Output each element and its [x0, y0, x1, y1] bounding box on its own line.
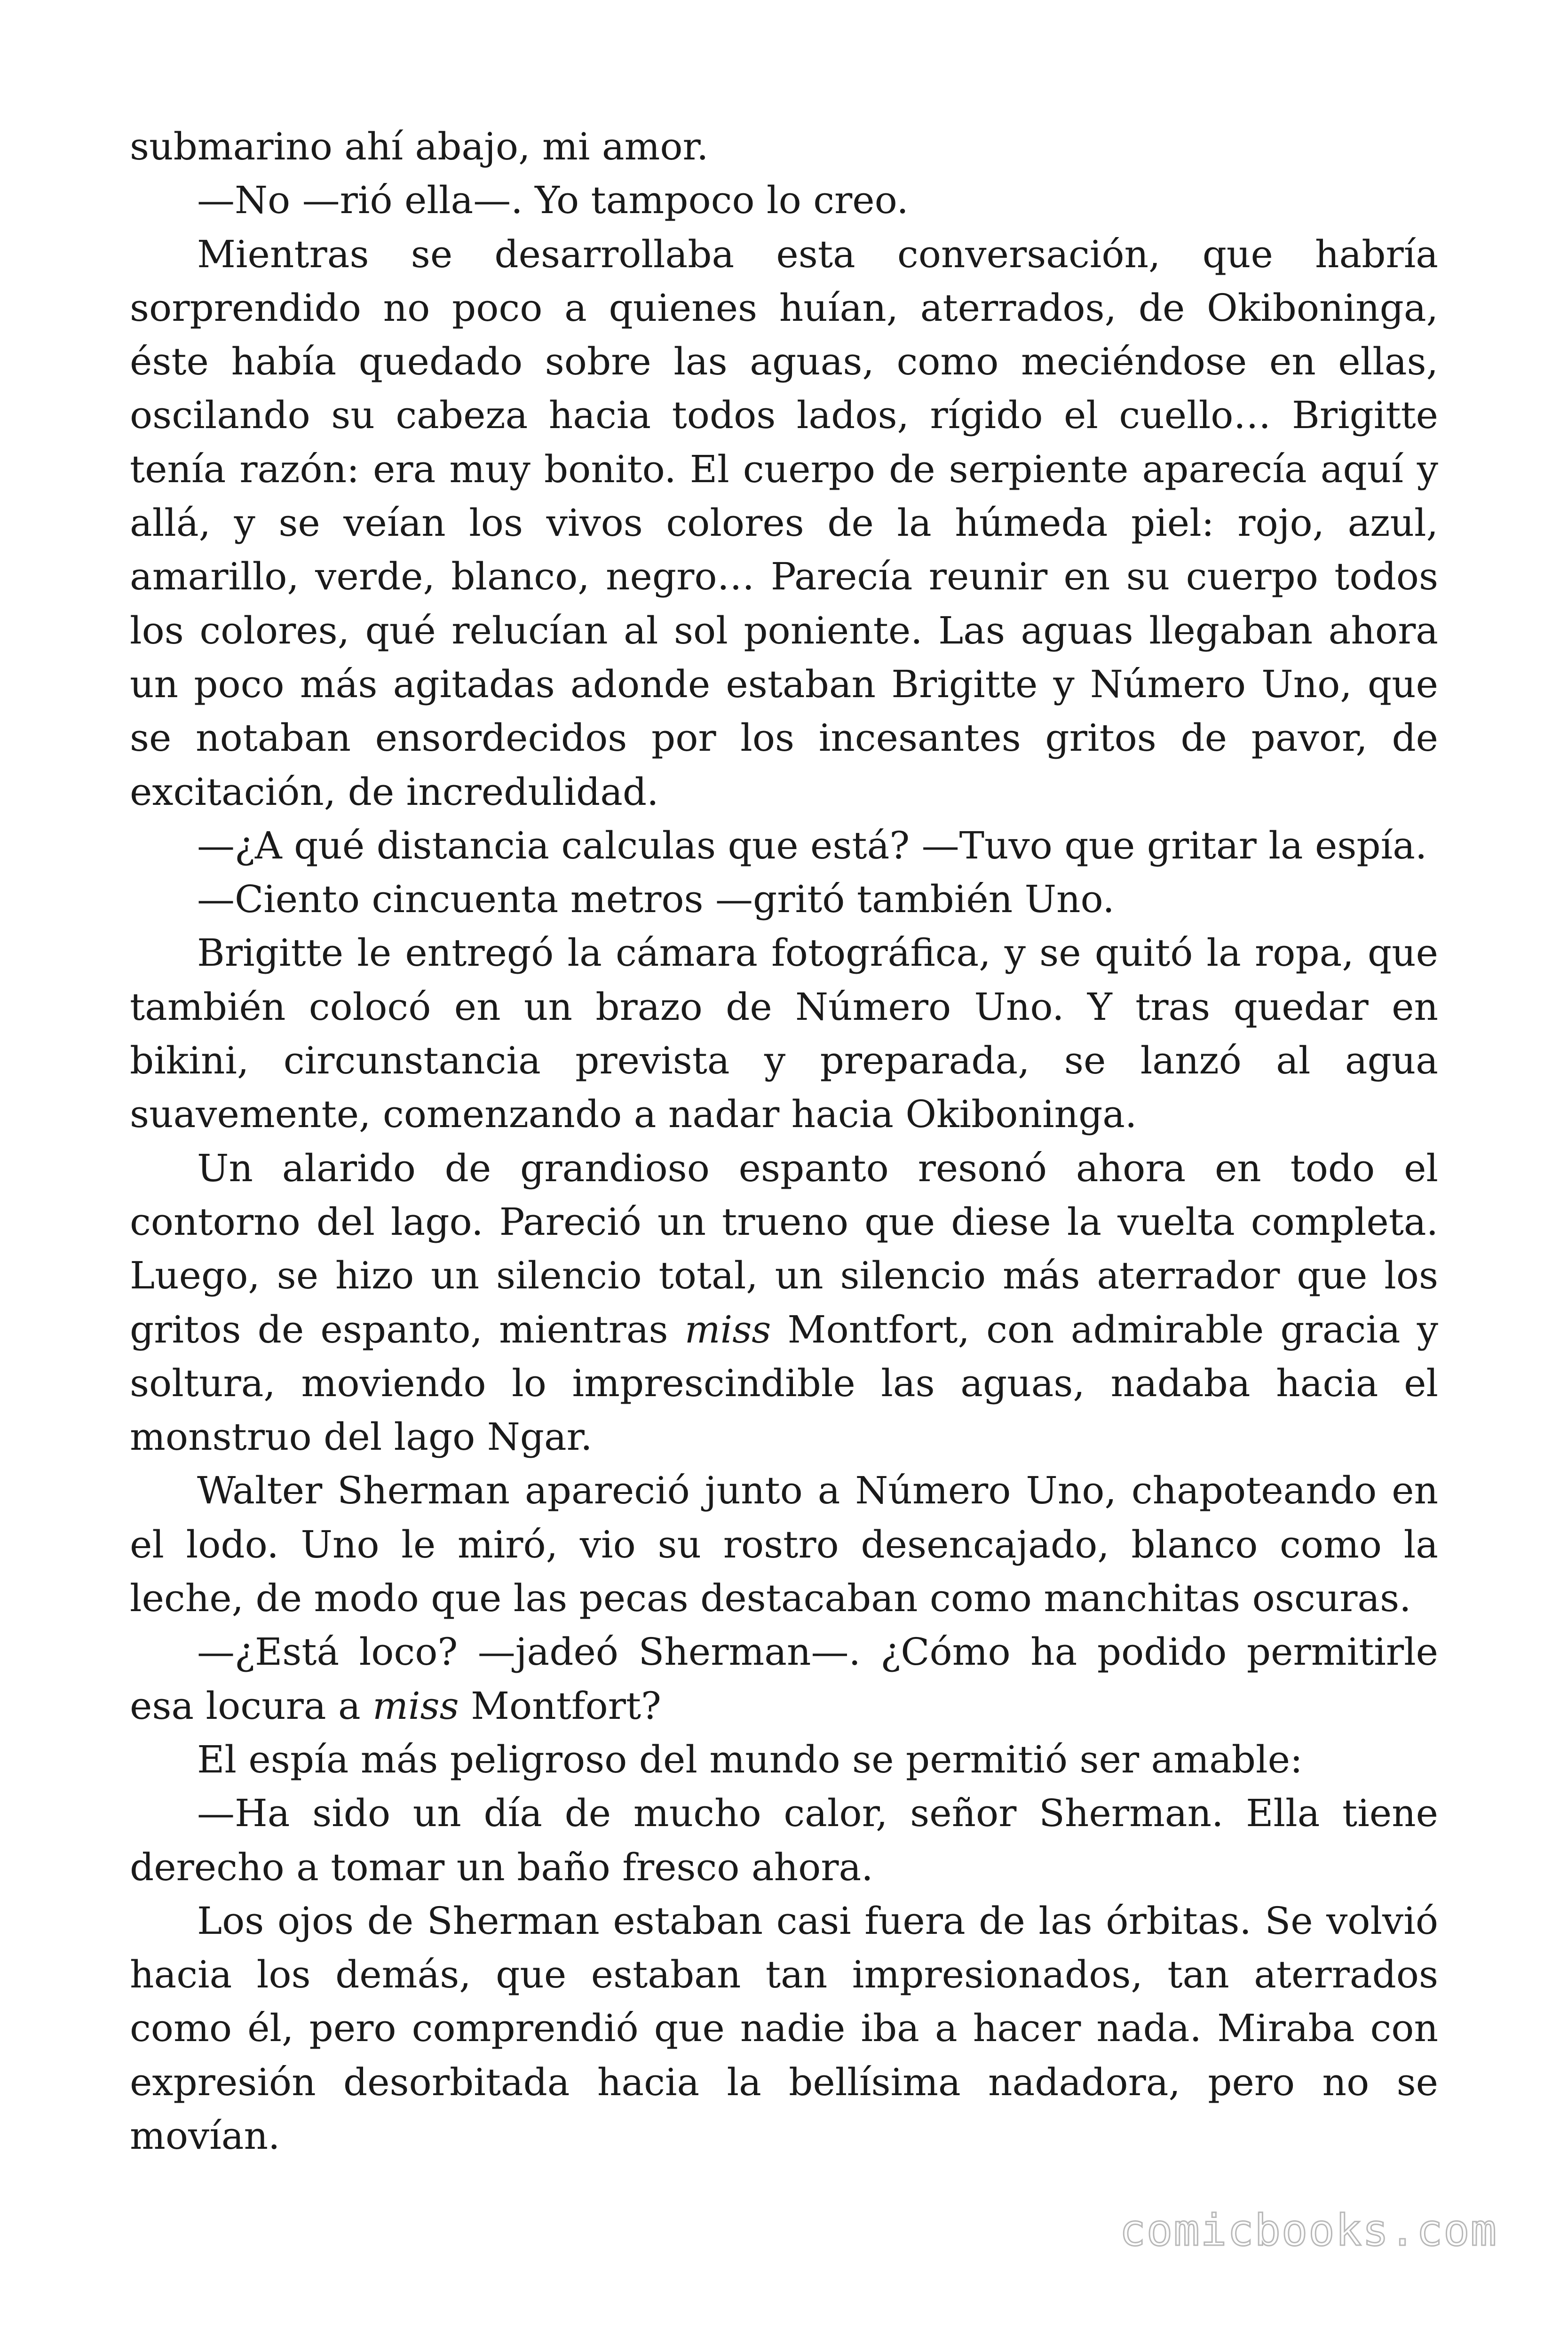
paragraph-1: submarino ahí abajo, mi amor.	[130, 125, 709, 168]
paragraph-10: El espía más peligroso del mundo se permitió ser amable:	[197, 1737, 1303, 1781]
paragraph-6: Brigitte le entregó la cámara fotográfica, y se quitó la ropa, que también colocó en un brazo de Número Uno. Y tras quedar en bikini, circunstancia prevista y preparada, se lanzó al agua suavemente, comenzando a nadar hacia Okiboninga.	[130, 931, 1438, 1136]
paragraph-8: Walter Sherman apareció junto a Número Uno, chapoteando en el lodo. Uno le miró, vio su rostro desencajado, blanco como la leche, de modo que las pecas destacaban como manchitas oscuras.	[130, 1469, 1438, 1621]
paragraph-12: Los ojos de Sherman estaban casi fuera de las órbitas. Se volvió hacia los demás, que estaban tan impresionados, tan aterrados como él, pero comprendió que nadie iba a hacer nada. Miraba con expresión desorbitada hacia la bellísima nadadora, pero no se movían.	[130, 1899, 1438, 2158]
page-text	[130, 120, 1438, 2163]
paragraph-4: —¿A qué distancia calculas que está? —Tuvo que gritar la espía.	[197, 823, 1427, 867]
paragraph-2: —No —rió ella—. Yo tampoco lo creo.	[197, 178, 909, 222]
italic-miss: miss	[684, 1307, 771, 1351]
paragraph-3: Mientras se desarrollaba esta conversación, que habría sorprendido no poco a quienes huían, aterrados, de Okiboninga, éste había quedado sobre las aguas, como meciéndose en ellas, oscilando su cabeza hacia todos lados, rígido el cuello… Brigitte tenía razón: era muy bonito. El cuerpo de serpiente aparecía aquí y allá, y se veían los vivos colores de la húmeda piel: rojo, azul, amarillo, verde, blanco, negro… Parecía reunir en su cuerpo todos los colores, qué relucían al sol poniente. Las aguas llegaban ahora un poco más agitadas adonde estaban Brigitte y Número Uno, que se notaban ensordecidos por los incesantes gritos de pavor, de excitación, de incredulidad.	[130, 232, 1438, 814]
paragraph-5: —Ciento cincuenta metros —gritó también Uno.	[197, 877, 1115, 922]
paragraph-11: —Ha sido un día de mucho calor, señor Sherman. Ella tiene derecho a tomar un baño fresco ahora.	[130, 1791, 1438, 1889]
paragraph-7: Un alarido de grandioso espanto resonó ahora en todo el contorno del lago. Pareció un trueno que diese la vuelta completa. Luego, se hizo un silencio total, un silencio más aterrador que los gritos de espanto, mientras miss Montfort, con admirable gracia y soltura, moviendo lo imprescindible las aguas, nadaba hacia el monstruo del lago Ngar.	[130, 1146, 1438, 1459]
italic-miss: miss	[372, 1684, 459, 1728]
paragraph-9: —¿Está loco? —jadeó Sherman—. ¿Cómo ha podido permitirle esa locura a miss Montfort?	[130, 1630, 1438, 1728]
watermark: comicbooks.com	[1119, 2205, 1497, 2256]
